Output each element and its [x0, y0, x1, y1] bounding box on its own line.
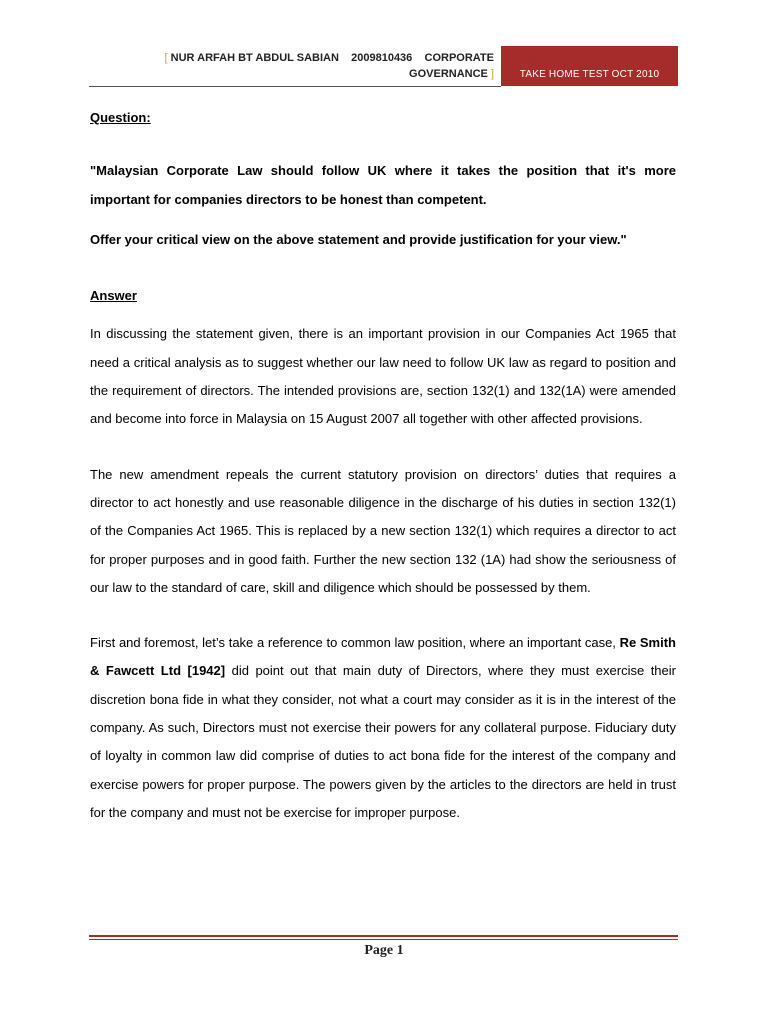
header-bracket-open: [ [164, 52, 168, 64]
answer-paragraph-3 [90, 629, 676, 827]
footer-rule-thick [89, 935, 678, 937]
header-author: NUR ARFAH BT ABDUL SABIAN 2009810436 CORPORATE [170, 52, 494, 64]
answer-paragraph-2: The new amendment repeals the current statutory provision on directors’ duties that requires a director to act honestly and use reasonable diligence in the discharge of his duties in section 132(1) of the Companies Act 1965. This is replaced by a new section 132(1) which requires a director to act for proper purposes and in good faith. Further the new section 132 (1A) had show the seriousness of our law to the standard of care, skill and diligence which should be possessed by them. [90, 466, 676, 595]
question-statement: "Malaysian Corporate Law should follow UK where it takes the position that it's more important for companies directors to be honest than competent. [90, 163, 676, 207]
case-citation: Re Smith & Fawcett Ltd [1942] [90, 635, 676, 679]
footer-rule-thin [89, 939, 678, 940]
paragraph-3-body: did point out that main duty of Directors, where they must exercise their discretion bona fide in what they consider, not what a court may consider as it is in the interest of the company. As such, Directors must not exercise their powers for any collateral purpose. Fiduciary duty of loyalty in common law did comprise of duties to act bona fide for the interest of the company and exercise powers for proper purpose. The powers given by the articles to the directors are held in trust for the company and must not be exercise for improper purpose. [90, 663, 676, 820]
question-heading: Question: [90, 110, 151, 125]
header-bracket-close: ] [490, 68, 494, 80]
header-subject: GOVERNANCE [409, 68, 488, 80]
header-test-badge [501, 46, 678, 86]
header-test-label: TAKE HOME TEST OCT 2010 [519, 69, 660, 80]
header-rule [89, 86, 501, 87]
answer-heading: Answer [90, 288, 137, 304]
header-subject-line [150, 66, 494, 82]
question-instruction: Offer your critical view on the above statement and provide justification for your view." [90, 231, 627, 247]
document-body [90, 104, 676, 827]
paragraph-3-intro: First and foremost, let’s take a reference to common law position, where an important case, [90, 635, 620, 651]
header-author-line [150, 50, 494, 66]
page-number: Page 1 [364, 943, 404, 958]
answer-paragraph-1: In discussing the statement given, there is an important provision in our Companies Act 1965 that need a critical analysis as to suggest whether our law need to follow UK law as regard to position and the requirement of directors. The intended provisions are, section 132(1) and 132(1A) were amended and become into force in Malaysia on 15 August 2007 all together with other affected provisions. [90, 326, 676, 427]
running-header [150, 50, 494, 82]
